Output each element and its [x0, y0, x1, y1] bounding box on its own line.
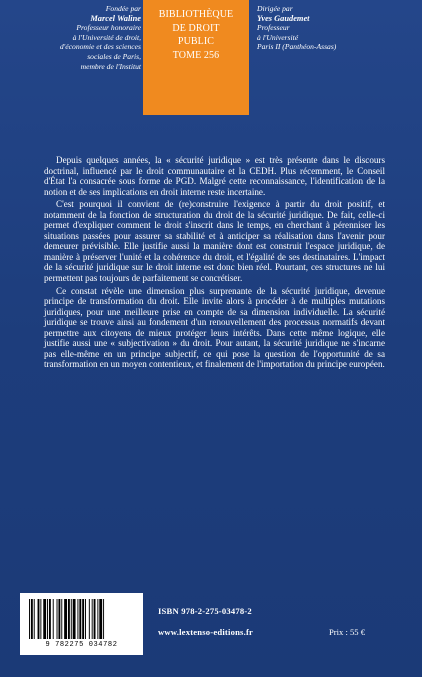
barcode-bar — [89, 599, 90, 639]
barcode-bar — [57, 599, 58, 639]
founder-label: Fondée par — [105, 4, 141, 13]
series-line-2: DE DROIT — [172, 22, 220, 34]
founder-name: Marcel Waline — [90, 13, 141, 23]
barcode-bar — [58, 599, 60, 639]
barcode-bar — [38, 599, 40, 639]
price-label: Prix : 55 € — [329, 627, 366, 637]
barcode-bar — [64, 599, 67, 639]
barcode-bar — [34, 599, 35, 639]
barcode-bar — [68, 599, 70, 639]
director-credit — [257, 4, 417, 52]
barcode-bars — [27, 599, 137, 639]
barcode-bar — [40, 599, 41, 639]
barcode-bar — [94, 599, 96, 639]
founder-desc-5: membre de l'Institut — [80, 61, 141, 71]
founder-desc-3: d'économie et des sciences — [59, 42, 141, 52]
barcode — [20, 593, 143, 655]
barcode-bar — [71, 599, 72, 639]
isbn-number: ISBN 978-2-275-03478-2 — [158, 606, 252, 616]
barcode-bar — [49, 599, 51, 639]
founder-desc-1: Professeur honoraire — [76, 23, 141, 33]
director-label: Dirigée par — [257, 4, 293, 13]
director-desc-3: Paris II (Panthéon-Assas) — [257, 42, 337, 52]
series-line-3: PUBLIC — [177, 36, 215, 48]
barcode-bar — [47, 599, 48, 639]
series-line-4: TOME 256 — [172, 49, 220, 61]
blurb-paragraph-1: Depuis quelques années, la « sécurité juridique » est très présente dans le discours doctrinal, influencé par le droit communautaire et la CEDH. Plus récemment, le Conseil d'État l'a consacrée sous forme de PGD. Malgré cette reconnaissance, l'identification de la notion et de ses implications en droit interne reste incertaine. — [44, 155, 385, 197]
director-desc-1: Professeur — [257, 23, 290, 33]
barcode-bar — [99, 599, 102, 639]
barcode-bar — [43, 599, 46, 639]
barcode-bar — [97, 599, 98, 639]
blurb-text — [44, 155, 385, 372]
barcode-bar — [103, 599, 104, 639]
barcode-bar — [61, 599, 62, 639]
series-line-1: BIBLIOTHÈQUE — [158, 9, 234, 20]
barcode-bar — [82, 599, 84, 639]
series-label-box — [143, 0, 249, 115]
founder-desc-2: à l'Université de droit, — [72, 32, 141, 42]
barcode-bar — [31, 599, 33, 639]
founder-credit — [10, 4, 141, 71]
director-name: Yves Gaudemet — [257, 13, 310, 23]
barcode-bar — [73, 599, 76, 639]
publisher-website: www.lextenso-editions.fr — [158, 627, 254, 637]
barcode-digits: 9 782275 034782 — [45, 641, 118, 649]
barcode-bar — [77, 599, 78, 639]
barcode-bar — [92, 599, 93, 639]
barcode-bar — [53, 599, 54, 639]
director-desc-2: à l'Université — [257, 32, 299, 42]
barcode-bar — [29, 599, 30, 639]
barcode-bar — [85, 599, 86, 639]
blurb-paragraph-2: C'est pourquoi il convient de (re)construire l'exigence à partir du droit positif, et notamment de la fonction de structuration du droit de la sécurité juridique. De fait, celle-ci permet d'expliquer comment le droit s'inscrit dans le temps, en cherchant à pérenniser les situations passées pour assurer sa stabilité et à anticiper sa réalisation dans l'avenir pour demeurer prévisible. Elle justifie aussi la manière dont est construit l'espace juridique, de manière à préserver l'unité et la cohérence du droit, et l'égalité de ses destinataires. L'impact de la sécurité juridique sur le droit interne est donc bien réel. Pourtant, ces structures ne lui permettent pas toujours de parfaitement se concrétiser. — [44, 199, 385, 284]
blurb-paragraph-3: Ce constat révèle une dimension plus surprenante de la sécurité juridique, devenue principe de transformation du droit. Elle invite alors à procéder à de multiples mutations juridiques, pour une meilleure prise en compte de sa dimension individuelle. La sécurité juridique se trouve ainsi au fondement d'un renouvellement des processus normatifs devant permettre aux citoyens de mieux protéger leurs intérêts. Dans cette même logique, elle justifie aussi une « subjectivation » du droit. Pour autant, la sécurité juridique ne s'incarne pas elle-même en un principe subjectif, ce qui pose la question de l'opportunité de sa transformation en un moyen contentieux, et finalement de l'importation du principe européen. — [44, 285, 385, 370]
founder-desc-4: sociales de Paris, — [87, 51, 141, 61]
barcode-bar — [79, 599, 81, 639]
